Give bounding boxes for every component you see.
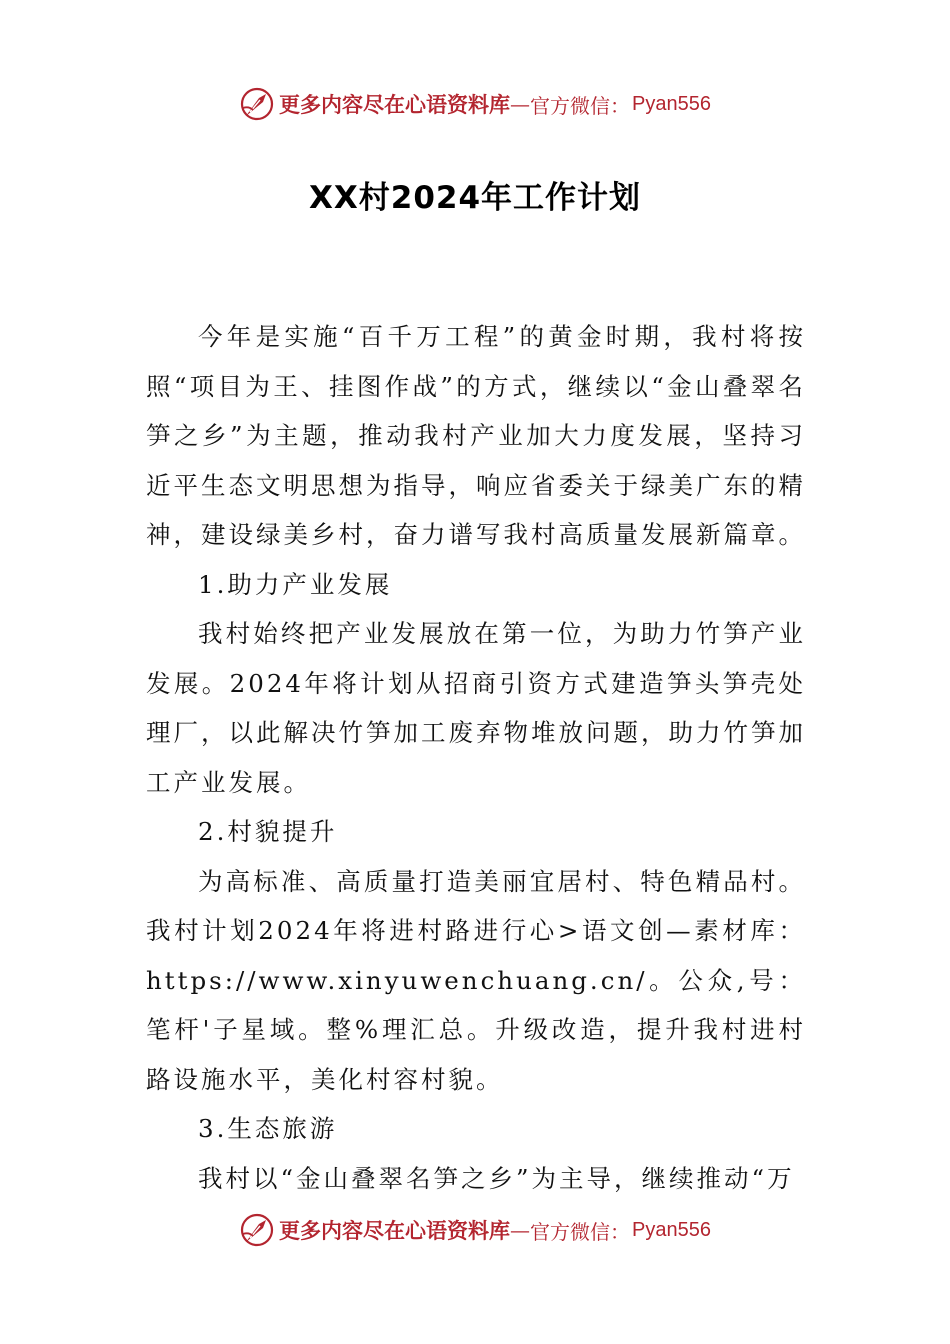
intro-paragraph: 今年是实施“百千万工程”的黄金时期，我村将按照“项目为王、挂图作战”的方式，继续以“金山叠翠名笋之乡”为主题，推动我村产业加大力度发展，坚持习近平生态文明思想为指导，响应省委关于绿美广东的精神，建设绿美乡村，奋力谱写我村高质量发展新篇章。 <box>146 322 806 549</box>
section-heading-village: 2.村貌提升 <box>198 817 338 846</box>
village-paragraph: 为高标准、高质量打造美丽宜居村、特色精品村。我村计划2024年将进村路进行心>语文创—素材库：https://www.xinyuwenchuang.cn/。公众,号：笔杆'子星域。整%理汇总。升级改造，提升我村进村路设施水平，美化村容村貌。 <box>146 866 806 1094</box>
tourism-paragraph: 我村以“金山叠翠名笋之乡”为主导，继续推动“万 <box>198 1163 795 1193</box>
header-banner <box>0 82 950 126</box>
footer-banner <box>0 1208 950 1252</box>
banner-wechat-label: 官方微信： <box>530 1219 631 1244</box>
banner-wechat-account: Pyan556 <box>632 92 711 115</box>
document-body <box>146 312 806 1203</box>
pen-nib-logo-icon <box>239 86 275 122</box>
banner-wechat-label: 官方微信： <box>530 93 631 118</box>
document-title: XX村2024年工作计划 <box>308 180 642 216</box>
banner-brand-text: 更多内容尽在心语资料库 <box>279 1218 511 1243</box>
section-heading-tourism: 3.生态旅游 <box>198 1114 338 1143</box>
section-heading-industry: 1.助力产业发展 <box>198 569 393 599</box>
banner-wechat-account: Pyan556 <box>632 1218 711 1241</box>
banner-dash: — <box>510 1218 531 1242</box>
banner-brand-text: 更多内容尽在心语资料库 <box>279 92 511 117</box>
pen-nib-logo-icon <box>239 1212 275 1248</box>
banner-dash: — <box>510 92 531 116</box>
industry-paragraph: 我村始终把产业发展放在第一位，为助力竹笋产业发展。2024年将计划从招商引资方式建造笋头笋壳处理厂，以此解决竹笋加工废弃物堆放问题，助力竹笋加工产业发展。 <box>146 619 806 797</box>
